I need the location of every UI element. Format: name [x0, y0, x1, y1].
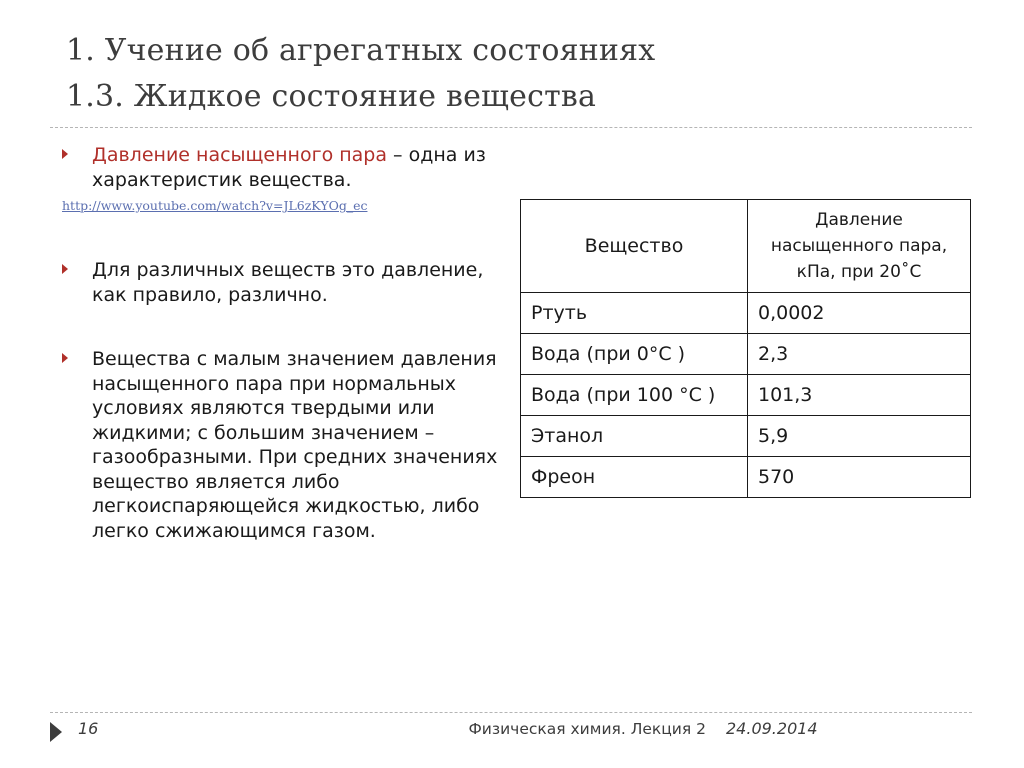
bullet-text: Для различных веществ это давление, как правило, различно. — [92, 259, 484, 306]
title-line-2: 1.3. Жидкое состояние вещества — [66, 79, 597, 114]
cell-value: 570 — [748, 457, 971, 498]
table-header-row — [521, 200, 971, 293]
vapor-pressure-table — [520, 199, 971, 498]
cell-substance: Этанол — [521, 416, 748, 457]
footer-course-title: Физическая химия. Лекция 2 — [468, 720, 706, 738]
bullet-arrow-icon — [62, 264, 68, 274]
title-line-1: 1. Учение об агрегатных состояниях — [66, 33, 656, 68]
cell-value: 2,3 — [748, 334, 971, 375]
page-number: 16 — [78, 719, 99, 738]
bullet-text: Вещества с малым значением давления насыщенного пара при нормальных условиях являются твердыми или жидкими; с большим значением – газообразными. При средних значениях вещество является либо легкоиспаряющейся жидкостью, либо легко сжижающимся газом. — [92, 348, 498, 542]
bullet-item — [62, 143, 502, 192]
slide-title — [66, 28, 655, 120]
cell-value: 0,0002 — [748, 293, 971, 334]
table-row — [521, 293, 971, 334]
table-row — [521, 416, 971, 457]
header-pressure: Давление насыщенного пара, кПа, при 20˚С — [748, 200, 971, 293]
footer-divider — [50, 712, 972, 713]
bullet-arrow-icon — [62, 353, 68, 363]
cell-substance: Ртуть — [521, 293, 748, 334]
bullet-arrow-icon — [62, 149, 68, 159]
bullet-item — [62, 258, 502, 307]
cell-substance: Фреон — [521, 457, 748, 498]
footer-date: 24.09.2014 — [726, 719, 818, 738]
header-substance: Вещество — [521, 200, 748, 293]
cell-value: 101,3 — [748, 375, 971, 416]
table-row — [521, 457, 971, 498]
cell-substance: Вода (при 100 °С ) — [521, 375, 748, 416]
title-divider — [50, 127, 972, 128]
table-row — [521, 334, 971, 375]
bullet-text — [92, 143, 502, 192]
youtube-link[interactable]: http://www.youtube.com/watch?v=JL6zKYOg_ec — [62, 198, 368, 213]
bullet-item — [62, 347, 502, 543]
bullet-text-rest: – одна из характеристик вещества. — [92, 144, 486, 191]
highlight-term: Давление насыщенного пара — [92, 144, 388, 166]
cell-value: 5,9 — [748, 416, 971, 457]
footer-arrow-icon — [50, 722, 62, 742]
table-row — [521, 375, 971, 416]
cell-substance: Вода (при 0°С ) — [521, 334, 748, 375]
